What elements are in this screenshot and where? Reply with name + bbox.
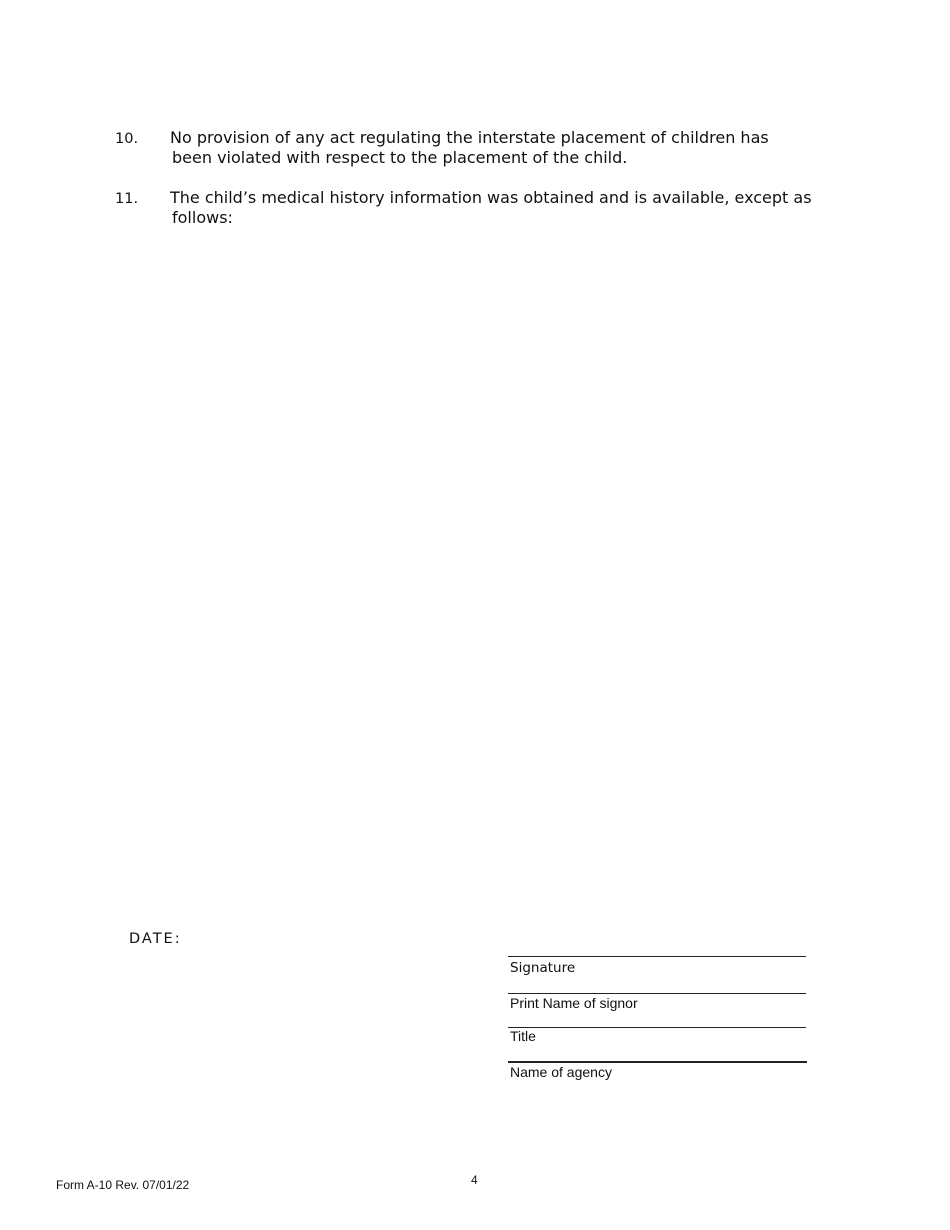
signature-line[interactable] [508, 956, 806, 957]
agency-label: Name of agency [510, 1064, 612, 1080]
item-text-line-2: follows: [172, 208, 233, 227]
item-10 [115, 128, 835, 168]
item-11 [115, 188, 835, 228]
date-label: DATE: [129, 931, 182, 947]
title-line[interactable] [508, 1027, 806, 1028]
page-number: 4 [471, 1173, 478, 1187]
item-text-line-1: The child’s medical history information was obtained and is available, except as [170, 188, 812, 207]
item-text [170, 128, 835, 168]
signature-label: Signature [510, 960, 576, 976]
item-number: 10. [115, 131, 139, 147]
title-label: Title [510, 1028, 536, 1044]
item-text [170, 188, 835, 228]
item-text-line-2: been violated with respect to the placement of the child. [172, 148, 628, 167]
print-name-label: Print Name of signor [510, 995, 638, 1011]
item-number: 11. [115, 191, 139, 207]
item-text-line-1: No provision of any act regulating the interstate placement of children has [170, 128, 769, 147]
form-id: Form A-10 Rev. 07/01/22 [56, 1178, 190, 1192]
